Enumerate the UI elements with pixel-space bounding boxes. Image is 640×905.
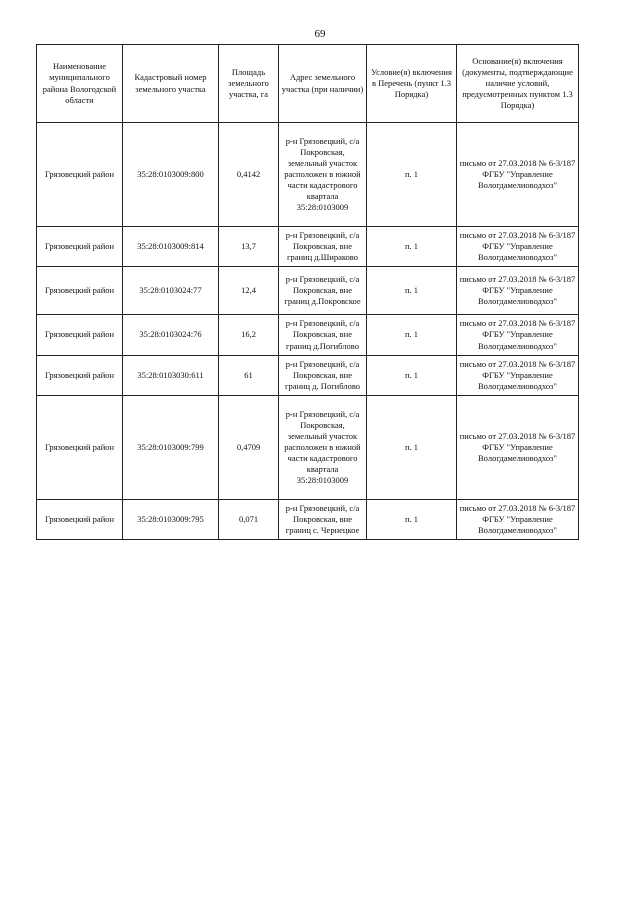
cell-cadastral-number: 35:28:0103009:814 [123,227,219,267]
cell-grounds: письмо от 27.03.2018 № 6-3/187 ФГБУ "Управление Вологдамелиоводхоз" [457,356,579,396]
cell-cadastral-number: 35:28:0103024:76 [123,315,219,356]
table-row [37,267,579,315]
cell-area: 0,4142 [219,123,279,227]
cell-district: Грязовецкий район [37,123,123,227]
cell-cadastral-number: 35:28:0103030:611 [123,356,219,396]
cell-grounds: письмо от 27.03.2018 № 6-3/187 ФГБУ "Управление Вологдамелиоводхоз" [457,315,579,356]
cell-cadastral-number: 35:28:0103009:800 [123,123,219,227]
cell-condition: п. 1 [367,315,457,356]
table-row [37,227,579,267]
header-district: Наименование муниципального района Вологодской области [37,45,123,123]
table-row [37,123,579,227]
cell-grounds: письмо от 27.03.2018 № 6-3/187 ФГБУ "Управление Вологдамелиоводхоз" [457,227,579,267]
cell-district: Грязовецкий район [37,396,123,500]
cell-district: Грязовецкий район [37,267,123,315]
cell-condition: п. 1 [367,356,457,396]
cell-condition: п. 1 [367,396,457,500]
cell-condition: п. 1 [367,123,457,227]
header-cadastral-number: Кадастровый номер земельного участка [123,45,219,123]
cell-district: Грязовецкий район [37,356,123,396]
cell-grounds: письмо от 27.03.2018 № 6-3/187 ФГБУ "Управление Вологдамелиоводхоз" [457,500,579,540]
header-conditions: Условие(я) включения в Перечень (пункт 1.3 Порядка) [367,45,457,123]
cell-area: 61 [219,356,279,396]
cell-area: 16,2 [219,315,279,356]
cell-condition: п. 1 [367,500,457,540]
cell-district: Грязовецкий район [37,315,123,356]
cell-grounds: письмо от 27.03.2018 № 6-3/187 ФГБУ "Управление Вологдамелиоводхоз" [457,123,579,227]
table-row [37,315,579,356]
cell-address: р-н Грязовецкий, с/а Покровская, земельный участок расположен в южной части кадастрового квартала 35:28:0103009 [279,396,367,500]
header-address: Адрес земельного участка (при наличии) [279,45,367,123]
cell-address: р-н Грязовецкий, с/а Покровская, вне границ д.Шираково [279,227,367,267]
table-row [37,500,579,540]
cell-area: 12,4 [219,267,279,315]
cell-address: р-н Грязовецкий, с/а Покровская, вне границ д.Погиблово [279,315,367,356]
cell-address: р-н Грязовецкий, с/а Покровская, земельный участок расположен в южной части кадастрового квартала 35:28:0103009 [279,123,367,227]
table-row [37,356,579,396]
cell-area: 0,071 [219,500,279,540]
cell-address: р-н Грязовецкий, с/а Покровская, вне границ д.Покровское [279,267,367,315]
cell-district: Грязовецкий район [37,227,123,267]
cell-address: р-н Грязовецкий, с/а Покровская, вне границ д. Погиблово [279,356,367,396]
cell-district: Грязовецкий район [37,500,123,540]
land-plots-table [36,44,579,540]
cell-area: 0,4709 [219,396,279,500]
page-number: 69 [314,28,326,40]
cell-cadastral-number: 35:28:0103009:795 [123,500,219,540]
header-area: Площадь земельного участка, га [219,45,279,123]
cell-grounds: письмо от 27.03.2018 № 6-3/187 ФГБУ "Управление Вологдамелиоводхоз" [457,396,579,500]
header-grounds: Основание(я) включения (документы, подтверждающие наличие условий, предусмотренных пунктом 1.3 Порядка) [457,45,579,123]
cell-area: 13,7 [219,227,279,267]
cell-cadastral-number: 35:28:0103024:77 [123,267,219,315]
cell-grounds: письмо от 27.03.2018 № 6-3/187 ФГБУ "Управление Вологдамелиоводхоз" [457,267,579,315]
cell-cadastral-number: 35:28:0103009:799 [123,396,219,500]
cell-condition: п. 1 [367,267,457,315]
table-row [37,396,579,500]
table-header-row [37,45,579,123]
cell-address: р-н Грязовецкий, с/а Покровская, вне границ с. Чернецкое [279,500,367,540]
cell-condition: п. 1 [367,227,457,267]
